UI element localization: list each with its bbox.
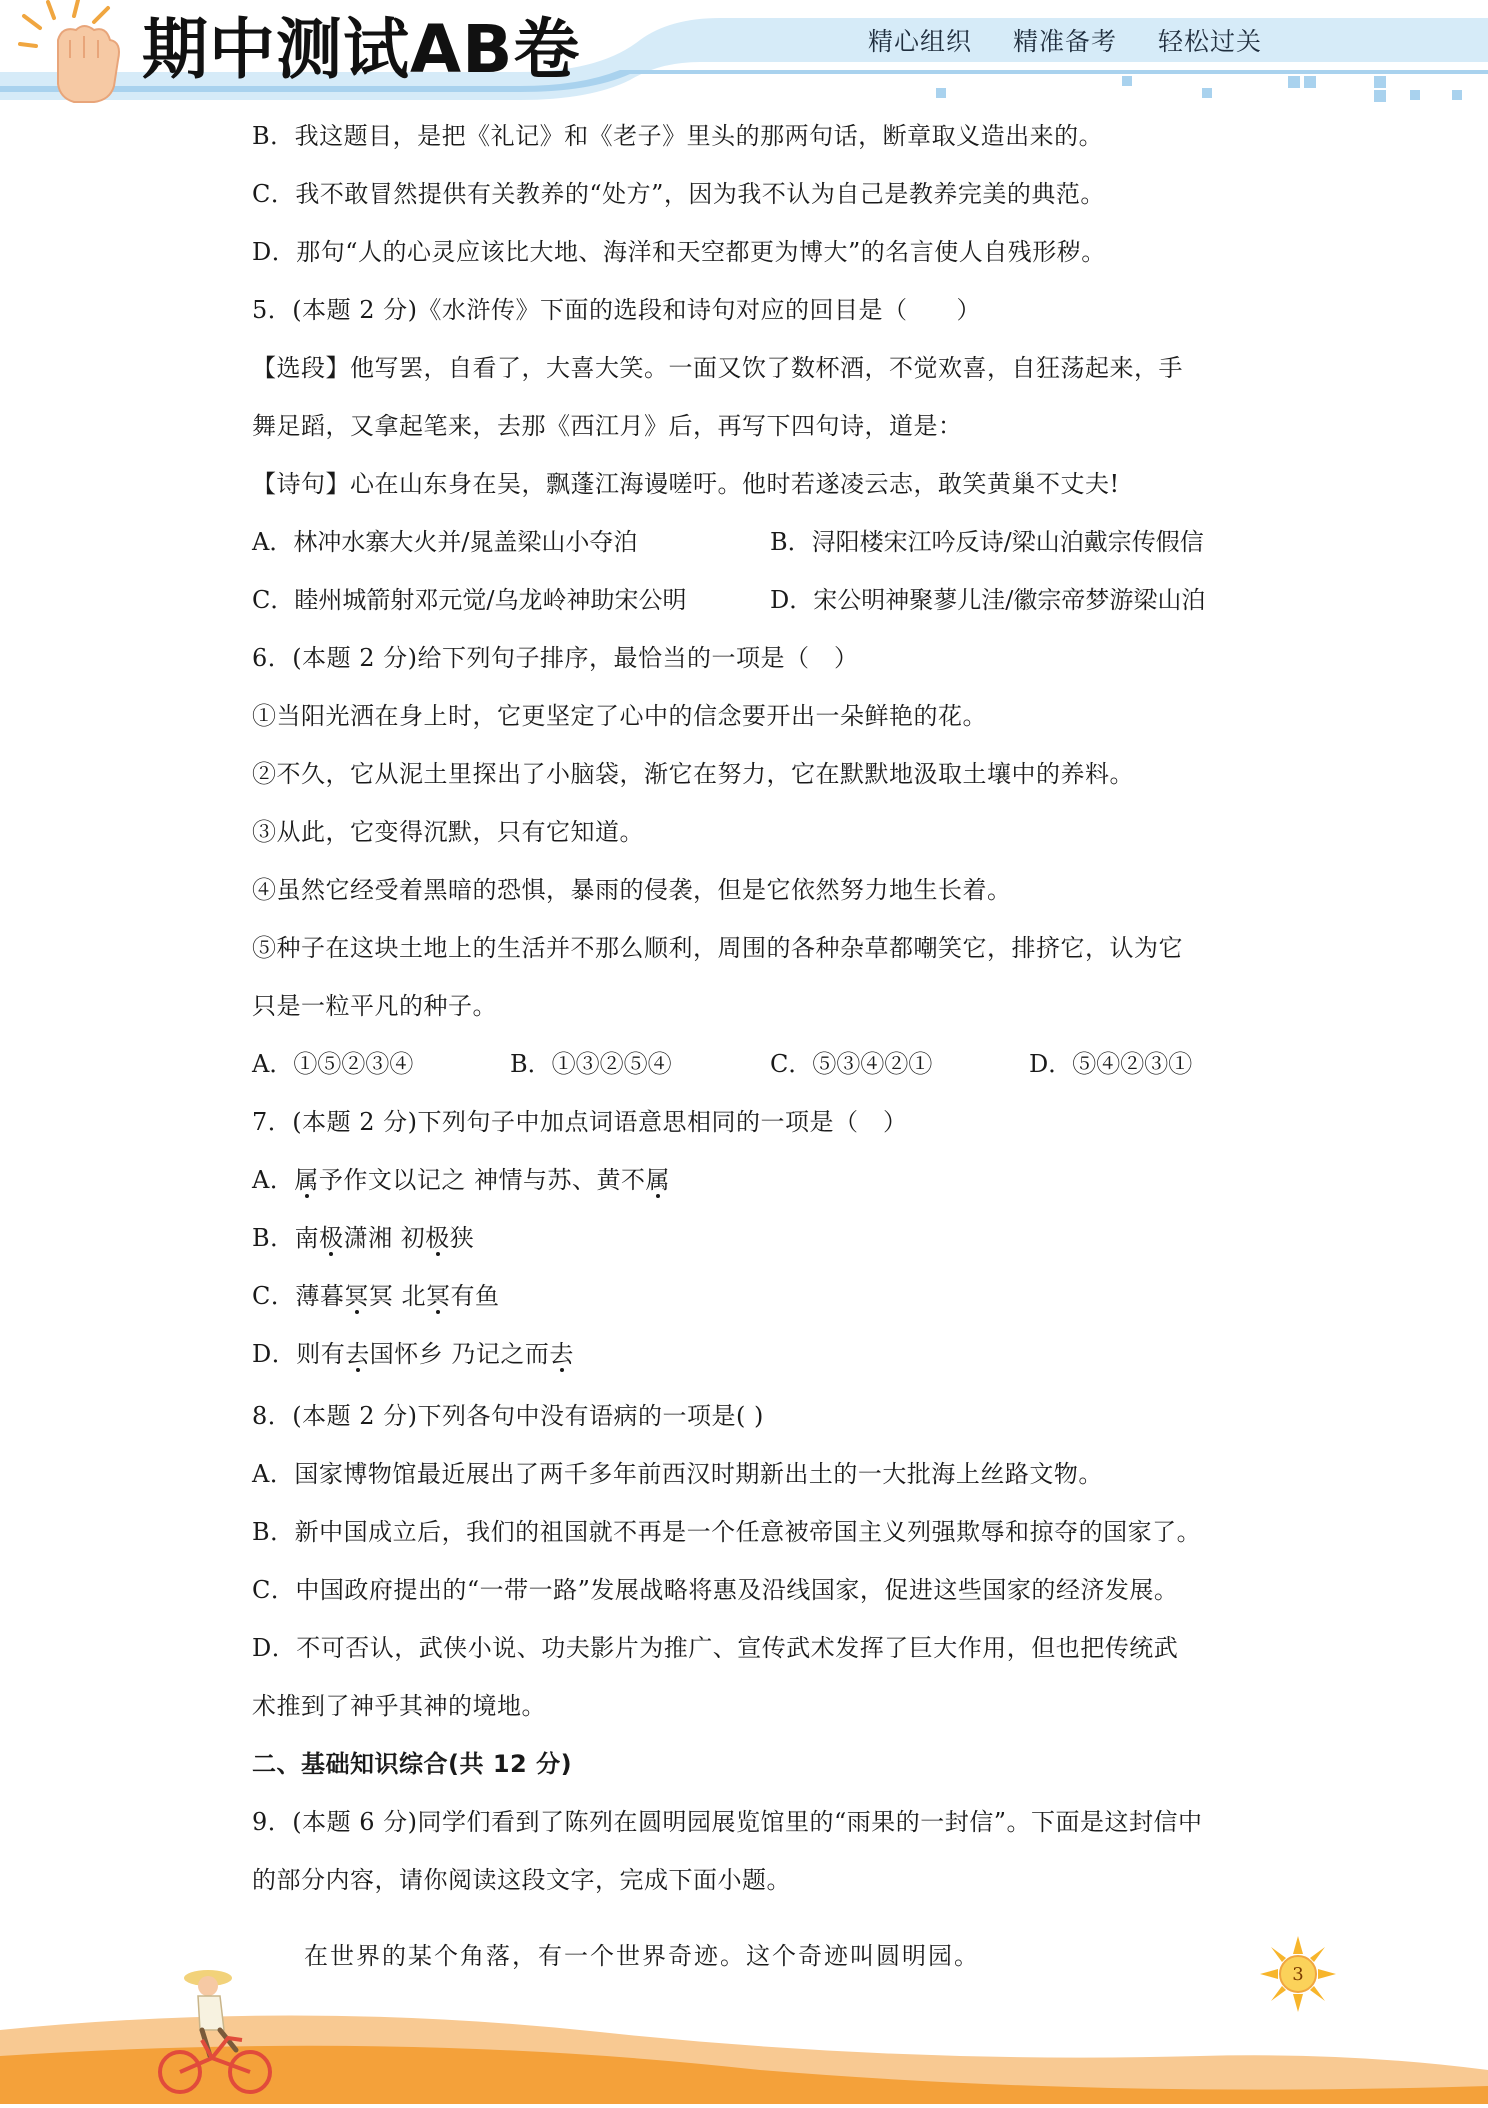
- q7-stem: 7．(本题 2 分)下列句子中加点词语意思相同的一项是（ ）: [252, 1108, 908, 1136]
- q7-option-b: [252, 1218, 474, 1258]
- q7-b-mid: 潇湘 初: [343, 1224, 426, 1252]
- q7-b-dotted-1: 极: [319, 1224, 344, 1252]
- q7-b-prefix: B．南: [252, 1224, 320, 1252]
- q7-option-d: [252, 1334, 574, 1374]
- slogan-3: 轻松过关: [1158, 27, 1263, 56]
- q6-option-c: C．⑤③④②①: [770, 1050, 933, 1078]
- q7-d-mid: 国怀乡 乃记之而: [369, 1340, 550, 1368]
- q7-b-suffix: 狭: [449, 1224, 475, 1252]
- q4-option-c: C．我不敢冒然提供有关教养的“处方”，因为我不认为自己是教养完美的典范。: [252, 180, 1105, 208]
- q6-option-a: A．①⑤②③④: [252, 1050, 414, 1078]
- q6-sentence-4: ④虽然它经受着黑暗的恐惧，暴雨的侵袭，但是它依然努力地生长着。: [252, 876, 1012, 904]
- q7-d-prefix: D．则有: [252, 1340, 346, 1368]
- q7-c-suffix: 有鱼: [450, 1282, 500, 1310]
- q8-option-d-line-1: D．不可否认，武侠小说、功夫影片为推广、宣传武术发挥了巨大作用，但也把传统武: [252, 1634, 1179, 1662]
- q9-letter-excerpt: 在世界的某个角落，有一个世界奇迹。这个奇迹叫圆明园。: [304, 1942, 980, 1970]
- q5-passage-line-2: 舞足蹈，又拿起笔来，去那《西江月》后，再写下四句诗，道是：: [252, 412, 963, 440]
- q5-option-c: C．睦州城箭射邓元觉/乌龙岭神助宋公明: [252, 586, 687, 614]
- q7-b-dotted-2: 极: [425, 1224, 450, 1252]
- section-2-heading: 二、基础知识综合(共 12 分): [252, 1750, 573, 1778]
- q6-sentence-3: ③从此，它变得沉默，只有它知道。: [252, 818, 644, 846]
- q7-c-dotted-2: 冥: [426, 1282, 451, 1310]
- q5-poem: 【诗句】心在山东身在吴，飘蓬江海谩嗟吁。他时若遂凌云志，敢笑黄巢不丈夫!: [252, 470, 1120, 498]
- slogan-1: 精心组织: [868, 27, 973, 56]
- q8-option-b: B．新中国成立后，我们的祖国就不再是一个任意被帝国主义列强欺辱和掠夺的国家了。: [252, 1518, 1202, 1546]
- q7-d-dotted-2: 去: [549, 1340, 574, 1368]
- q7-c-mid: 冥 北: [368, 1282, 427, 1310]
- q8-stem: 8．(本题 2 分)下列各句中没有语病的一项是( ): [252, 1402, 764, 1430]
- q5-option-a: A．林冲水寨大火并/晁盖梁山小夺泊: [252, 528, 638, 556]
- q7-a-mid: 予作文以记之 神情与苏、黄不: [318, 1166, 646, 1194]
- q6-option-d: D．⑤④②③①: [1029, 1050, 1193, 1078]
- q7-option-a: [252, 1160, 670, 1200]
- header-title: 期中测试AB卷: [142, 11, 581, 88]
- q5-option-d: D．宋公明神聚蓼儿洼/徽宗帝梦游梁山泊: [770, 586, 1206, 614]
- q7-c-prefix: C．薄暮: [252, 1282, 345, 1310]
- q9-stem-line-1: 9．(本题 6 分)同学们看到了陈列在圆明园展览馆里的“雨果的一封信”。下面是这封信中: [252, 1808, 1203, 1836]
- q8-option-a: A．国家博物馆最近展出了两千多年前西汉时期新出土的一大批海上丝路文物。: [252, 1460, 1103, 1488]
- q9-stem-line-2: 的部分内容，请你阅读这段文字，完成下面小题。: [252, 1866, 791, 1894]
- q7-c-dotted-1: 冥: [344, 1282, 369, 1310]
- q7-a-dotted-2: 属: [645, 1166, 670, 1194]
- q7-option-c: [252, 1276, 500, 1316]
- slogan-2: 精准备考: [1013, 27, 1118, 56]
- q4-option-b: B．我这题目，是把《礼记》和《老子》里头的那两句话，断章取义造出来的。: [252, 122, 1104, 150]
- cyclist-icon: [150, 1960, 280, 2100]
- q8-option-d-line-2: 术推到了神乎其神的境地。: [252, 1692, 546, 1720]
- q6-sentence-1: ①当阳光洒在身上时，它更坚定了心中的信念要开出一朵鲜艳的花。: [252, 702, 987, 730]
- q7-a-dotted-1: 属: [294, 1166, 319, 1194]
- fist-icon: [18, 0, 138, 120]
- q5-stem: 5．(本题 2 分)《水浒传》下面的选段和诗句对应的回目是（ ）: [252, 296, 982, 324]
- q7-d-dotted-1: 去: [345, 1340, 370, 1368]
- q6-stem: 6．(本题 2 分)给下列句子排序，最恰当的一项是（ ）: [252, 644, 859, 672]
- q8-option-c: C．中国政府提出的“一带一路”发展战略将惠及沿线国家，促进这些国家的经济发展。: [252, 1576, 1179, 1604]
- q6-sentence-2: ②不久，它从泥土里探出了小脑袋，渐它在努力，它在默默地汲取土壤中的养料。: [252, 760, 1134, 788]
- page-number: 3: [1292, 1964, 1304, 1985]
- page-header: [0, 0, 1488, 110]
- q5-option-b: B．浔阳楼宋江吟反诗/梁山泊戴宗传假信: [770, 528, 1204, 556]
- q6-sentence-5b: 只是一粒平凡的种子。: [252, 992, 497, 1020]
- q6-option-b: B．①③②⑤④: [510, 1050, 672, 1078]
- q7-a-prefix: A．: [252, 1166, 295, 1194]
- q5-passage-line-1: 【选段】他写罢，自看了，大喜大笑。一面又饮了数杯酒，不觉欢喜，自狂荡起来，手: [252, 354, 1183, 382]
- q6-sentence-5a: ⑤种子在这块土地上的生活并不那么顺利，周围的各种杂草都嘲笑它，排挤它，认为它: [252, 934, 1183, 962]
- page-footer: [0, 1960, 1488, 2104]
- q4-option-d: D．那句“人的心灵应该比大地、海洋和天空都更为博大”的名言使人自残形秽。: [252, 238, 1106, 266]
